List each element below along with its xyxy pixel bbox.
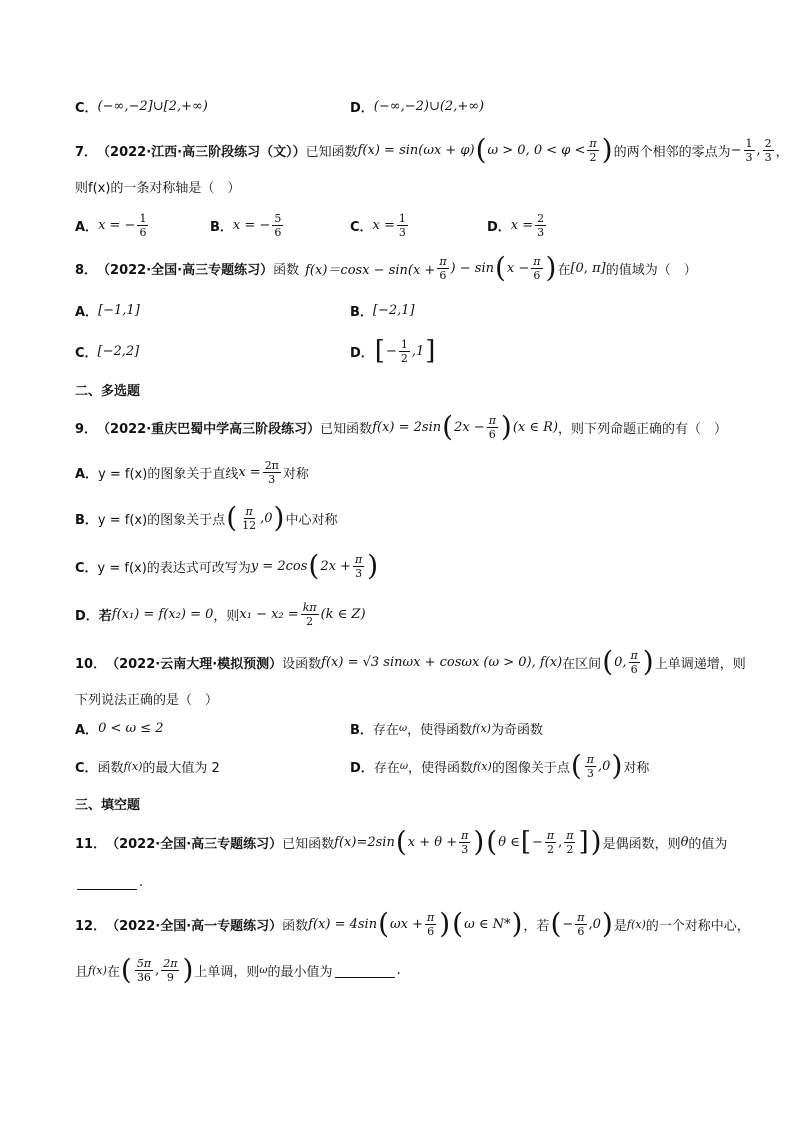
fraction [397, 212, 408, 239]
text-segment: B． [210, 219, 233, 235]
fraction-numerator: π [586, 752, 595, 766]
text-segment: C． [350, 219, 373, 235]
bracket: ) [545, 251, 557, 284]
text-segment: 2x − [454, 419, 485, 435]
fraction-numerator: π [566, 828, 574, 842]
text-segment: [0, π] [570, 260, 606, 276]
text-line [350, 290, 415, 330]
text-segment: 的值为 [688, 836, 728, 852]
text-segment: D． [487, 219, 511, 235]
question-11 [75, 822, 744, 862]
fraction-numerator: 2 [537, 211, 545, 225]
bracket: ( [120, 953, 132, 986]
bracket: ( [378, 907, 390, 940]
text-line [75, 783, 140, 823]
bracket: ( [550, 907, 562, 940]
text-segment: [−2,2] [97, 343, 140, 359]
text-segment: . [139, 874, 144, 890]
fraction-numerator: π [427, 910, 435, 924]
text-segment: 已知函数 [282, 836, 335, 852]
text-segment: f(x) [472, 721, 491, 735]
fraction-denominator: 2 [546, 842, 554, 856]
text-segment: 对称 [623, 760, 650, 776]
text-line [75, 290, 140, 330]
text-segment: B． [75, 512, 98, 528]
question-9 [75, 407, 744, 447]
text-segment: [−2,1] [372, 302, 415, 318]
fraction-denominator: 3 [398, 225, 406, 239]
fraction-denominator: 3 [764, 150, 772, 164]
fraction-denominator: 3 [355, 566, 363, 580]
text-segment: . [396, 962, 401, 978]
bracket: ( [475, 133, 487, 166]
question-9-option-b [75, 498, 744, 538]
fraction [587, 137, 598, 164]
fraction-denominator: 3 [461, 842, 469, 856]
text-segment: 是 [613, 918, 627, 934]
square-bracket: ] [425, 336, 436, 366]
text-segment: 是偶函数，则 [602, 836, 681, 852]
text-segment: ，则下列命题正确的有（ ） [558, 421, 728, 437]
text-line [75, 904, 750, 944]
answer-blank[interactable] [77, 875, 137, 890]
text-segment: ，使得函数 [407, 760, 473, 776]
fraction-numerator: 1 [745, 136, 753, 150]
text-segment: 对称 [282, 466, 309, 482]
option-label: D． [350, 100, 374, 116]
text-segment: x = [238, 464, 261, 480]
text-segment: y = f(x)的图象关于点 [97, 512, 226, 528]
text-segment: 8． [75, 262, 98, 278]
question-10 [75, 642, 744, 682]
fraction [437, 255, 448, 282]
text-segment: x = − [98, 217, 136, 233]
bracket: ( [452, 907, 464, 940]
fraction [585, 753, 596, 780]
question-7-options [75, 205, 744, 245]
text-segment: ω [259, 964, 268, 976]
fraction-denominator: 2 [566, 842, 574, 856]
text-segment: C． [75, 560, 98, 576]
text-segment: 的最大值为 2 [142, 760, 220, 776]
bracket: ) [601, 133, 613, 166]
question-9-option-c [75, 546, 744, 586]
text-segment: x = [510, 217, 534, 233]
bracket: ( [602, 645, 614, 678]
fraction-numerator: 2π [163, 956, 178, 970]
fraction [459, 829, 470, 856]
fraction [263, 459, 281, 486]
text-segment: （2022·重庆巴蜀中学高三阶段练习） [97, 421, 321, 437]
text-segment: 的两个相邻的零点为 [613, 144, 731, 160]
text-segment: D． [350, 760, 374, 776]
text-segment: 的图像关于点 [491, 760, 570, 776]
text-segment: 9． [75, 421, 98, 437]
text-line [75, 205, 150, 245]
fraction [135, 957, 153, 984]
text-segment: ,0 [598, 758, 611, 774]
fraction-numerator: π [354, 552, 363, 566]
text-segment: 11． [75, 836, 107, 852]
text-segment: 设函数 [282, 656, 322, 672]
fraction [575, 911, 586, 938]
text-segment: D．若 [75, 608, 112, 624]
text-segment: 二、多选题 [75, 383, 141, 399]
fraction-denominator: 2 [400, 351, 408, 365]
question-9-option-d [75, 594, 744, 634]
text-segment: A． [75, 722, 99, 738]
function-expr: f(x) = sin(ωx + φ) [357, 142, 475, 158]
bracket: ( [226, 501, 238, 534]
fraction-numerator: 2π [264, 458, 279, 472]
fraction-denominator: 6 [630, 662, 638, 676]
fraction-denominator: 6 [439, 268, 447, 282]
text-line [75, 331, 139, 371]
bracket: ) [182, 953, 194, 986]
text-segment: ， [775, 144, 789, 160]
bracket: ) [590, 825, 602, 858]
text-segment: D． [350, 345, 374, 361]
text-segment: B． [350, 304, 373, 320]
text-segment: 已知函数 [305, 144, 358, 160]
fraction-numerator: 1 [139, 211, 147, 225]
bracket: ) [367, 549, 379, 582]
fraction-numerator: π [546, 828, 555, 842]
text-line [75, 546, 379, 586]
fraction-denominator: 6 [533, 268, 541, 282]
text-segment: 上单调递增，则 [654, 656, 746, 672]
text-segment: 为奇函数 [490, 722, 543, 738]
fraction [425, 911, 436, 938]
text-segment: 的值域为（ ） [605, 262, 697, 278]
question-8 [75, 248, 744, 288]
bracket: ) [500, 410, 512, 443]
fraction-numerator: kπ [302, 600, 317, 614]
fraction [744, 137, 755, 164]
bracket: ( [442, 410, 454, 443]
text-line [350, 708, 543, 748]
text-segment: ，则 [213, 608, 240, 624]
text-line [75, 708, 164, 748]
text-segment: y = f(x)的表达式可改写为 [97, 560, 251, 576]
bracket: ( [395, 825, 407, 858]
fraction [137, 212, 148, 239]
fraction-denominator: 3 [745, 150, 753, 164]
text-segment: f(x) = 4sin [308, 916, 378, 932]
fraction-numerator: 1 [398, 211, 406, 225]
square-bracket: [ [374, 336, 385, 366]
fraction [763, 137, 774, 164]
fraction [545, 829, 556, 856]
text-segment: A． [75, 466, 99, 482]
text-segment: A． [75, 304, 99, 320]
fraction [564, 829, 575, 856]
text-segment: 三、填空题 [75, 797, 141, 813]
text-segment: ω [398, 722, 408, 734]
text-segment: 函数 [97, 760, 124, 776]
fraction [161, 957, 179, 984]
text-segment: f(x) = 2sin [372, 419, 442, 435]
fraction-numerator: π [589, 136, 597, 150]
text-line [350, 86, 484, 126]
square-bracket: ] [578, 827, 589, 857]
text-segment: ω > 0, 0 < φ < [487, 142, 586, 158]
fraction-numerator: π [439, 254, 447, 268]
text-segment: f(x)＝cosx − sin(x + [305, 262, 436, 278]
text-line: 7． （2022·江西·高三阶段练习（文）） 已知函数 f(x) = sin(ωx + φ) ( ω > 0, 0 < φ < $\frac{\pi}{2}$ ) 的两个相邻的零点为 − $\frac{1}{3}$ , $\frac{2}{3}$ ， [75, 133, 789, 166]
bracket: ( [486, 825, 498, 858]
text-line [487, 205, 548, 245]
text-line [75, 746, 220, 786]
text-segment: x = [372, 217, 395, 233]
fraction [353, 553, 364, 580]
option-expr: (−∞,−2]∪[2,+∞) [97, 98, 208, 114]
text-segment: 在区间 [562, 656, 602, 672]
text-segment: (k ∈ Z) [320, 606, 366, 622]
text-segment: 上单调，则 [194, 964, 260, 980]
text-segment: ω [399, 760, 408, 772]
text-segment: 且 [75, 964, 89, 980]
text-segment: f(x₁) = f(x₂) = 0 [111, 606, 214, 622]
fraction [487, 414, 498, 441]
fraction-numerator: 5 [274, 211, 282, 225]
fraction-numerator: π [245, 504, 253, 518]
bracket: ) [273, 501, 285, 534]
text-line [75, 407, 727, 447]
text-line: 且 f(x) 在 ( $\frac{5\pi}{36}$ , $\frac{2\pi}{9}$ ) 上单调，则 ω 的最小值为 . [75, 953, 401, 986]
question-7-line2 [75, 166, 744, 206]
fraction-denominator: 9 [166, 970, 174, 984]
text-segment: （2022·全国·高三专题练习） [97, 262, 274, 278]
text-segment: 2x + [320, 558, 351, 574]
fraction-numerator: π [533, 254, 541, 268]
text-segment: θ [680, 834, 689, 850]
text-line: 11． （2022·全国·高三专题练习） 已知函数 f(x)=2sin ( x + θ + $\frac{\pi}{3}$ ) ( θ ∈ [ − $\frac{\pi}{2}$ , $\frac{\pi}{2}$ ] ) 是偶函数，则 θ 的值为 [75, 825, 728, 858]
text-line [75, 166, 240, 206]
text-line [75, 642, 746, 682]
text-line [75, 369, 140, 409]
text-segment: （2022·全国·高一专题练习） [106, 918, 283, 934]
text-segment: 的最小值为 [267, 964, 333, 980]
fraction-numerator: π [488, 413, 496, 427]
fraction [535, 212, 546, 239]
text-segment: C． [75, 760, 98, 776]
question-12 [75, 904, 750, 944]
text-segment: y = 2cos [250, 558, 308, 574]
fraction-denominator: 6 [577, 924, 585, 938]
text-line [75, 862, 143, 902]
q6-options [75, 86, 744, 126]
section-heading [75, 783, 744, 823]
text-segment: ωx + [390, 916, 423, 932]
bracket: ( [308, 549, 320, 582]
text-segment: 函数 [282, 918, 309, 934]
text-segment: 下列说法正确的是（ ） [75, 692, 219, 708]
text-segment: y = f(x)的图象关于直线 [98, 466, 239, 482]
answer-blank[interactable] [335, 963, 395, 978]
text-segment: − [730, 142, 742, 158]
text-segment: 在 [557, 262, 571, 278]
text-segment: 函数 [273, 262, 300, 278]
text-segment: f(x) [88, 963, 107, 977]
bracket: ) [601, 907, 613, 940]
text-line [350, 205, 410, 245]
fraction [272, 212, 283, 239]
fraction-denominator: 2 [306, 614, 314, 628]
fraction [531, 255, 542, 282]
text-segment: f(x) = √3 sinωx + cosωx (ω > 0), f(x) [321, 654, 563, 670]
text-segment: 10． [75, 656, 107, 672]
fraction-numerator: 2 [764, 136, 772, 150]
fraction-numerator: 1 [400, 337, 408, 351]
fraction-denominator: 3 [586, 766, 594, 780]
bracket: ( [494, 251, 506, 284]
question-8-options-row1 [75, 290, 744, 330]
bracket: ) [511, 907, 523, 940]
text-segment: （2022·全国·高三专题练习） [106, 836, 283, 852]
text-line [75, 86, 208, 126]
text-line [75, 248, 697, 288]
fraction-denominator: 2 [589, 150, 597, 164]
text-segment: − [385, 343, 397, 359]
question-number: 7． [75, 144, 98, 160]
text-segment: 的一个对称中心， [645, 918, 750, 934]
fraction-denominator: 6 [139, 225, 147, 239]
option-expr: (−∞,−2)∪(2,+∞) [373, 98, 485, 114]
text-segment: ,0 [588, 916, 601, 932]
fraction-numerator: 5π [136, 956, 152, 970]
question-source: （2022·江西·高三阶段练习（文）） [97, 144, 306, 160]
text-segment: ，使得函数 [407, 722, 473, 738]
text-segment: ，若 [523, 918, 550, 934]
text-line [210, 205, 285, 245]
text-segment: 则f(x)的一条对称轴是（ ） [75, 180, 241, 196]
text-segment: B． [350, 722, 373, 738]
text-segment: ,1 [411, 343, 425, 359]
fraction-denominator: 6 [488, 427, 496, 441]
text-segment: A． [75, 219, 99, 235]
fraction-denominator: 6 [274, 225, 282, 239]
fraction-denominator: 3 [537, 225, 545, 239]
text-segment: x + θ + [407, 834, 458, 850]
fraction-numerator: π [577, 910, 585, 924]
text-line [350, 746, 649, 786]
question-11-line2 [75, 862, 744, 902]
fraction-denominator: 3 [268, 472, 276, 486]
fraction-denominator: 36 [136, 970, 151, 984]
text-segment: ) − sin [450, 260, 494, 276]
question-10-options-row2 [75, 746, 744, 786]
section-heading [75, 369, 744, 409]
text-line [75, 594, 366, 634]
text-line [75, 452, 309, 492]
question-8-options-row2 [75, 331, 744, 371]
question-9-option-a [75, 452, 744, 492]
text-segment: − [531, 834, 543, 850]
text-segment: （2022·云南大理·模拟预测） [106, 656, 283, 672]
fraction-denominator: 6 [427, 924, 435, 938]
question-10-options-row1 [75, 708, 744, 748]
text-segment: θ ∈ [498, 834, 520, 850]
fraction-denominator: 12 [242, 518, 257, 532]
text-segment: f(x) [472, 759, 492, 773]
text-segment: 存在 [372, 722, 399, 738]
text-segment: 已知函数 [320, 421, 373, 437]
text-segment: f(x)=2sin [334, 834, 395, 850]
text-segment: 在 [106, 964, 120, 980]
text-segment: f(x) [626, 917, 646, 931]
bracket: ) [473, 825, 485, 858]
text-segment: x = − [232, 217, 271, 233]
option-label: C． [75, 100, 98, 116]
fraction [301, 601, 319, 628]
fraction [399, 338, 410, 365]
text-segment: [−1,1] [98, 302, 140, 318]
text-segment: 12． [75, 918, 107, 934]
square-bracket: [ [520, 827, 531, 857]
bracket: ( [570, 749, 582, 782]
text-segment: x − [506, 260, 530, 276]
bracket: ) [611, 749, 623, 782]
bracket: ) [642, 645, 654, 678]
text-line [75, 498, 337, 538]
text-segment: C． [75, 345, 98, 361]
fraction [240, 505, 258, 532]
text-segment: − [562, 916, 574, 932]
text-segment: ,0 [260, 510, 273, 526]
text-segment: x₁ − x₂ = [239, 606, 299, 622]
fraction-numerator: π [461, 828, 469, 842]
text-segment: ω ∈ N* [464, 916, 511, 932]
fraction-numerator: π [630, 648, 638, 662]
fraction [629, 649, 640, 676]
text-segment: f(x) [123, 759, 143, 773]
text-segment: 0, [614, 654, 627, 670]
text-segment: 存在 [373, 760, 400, 776]
text-segment: 0 < ω ≤ 2 [98, 720, 164, 736]
text-segment: (x ∈ R) [512, 419, 559, 435]
question-12-line2 [75, 950, 744, 990]
question-7 [75, 130, 789, 170]
text-line [350, 331, 436, 371]
text-segment: 中心对称 [285, 512, 338, 528]
bracket: ) [439, 907, 451, 940]
